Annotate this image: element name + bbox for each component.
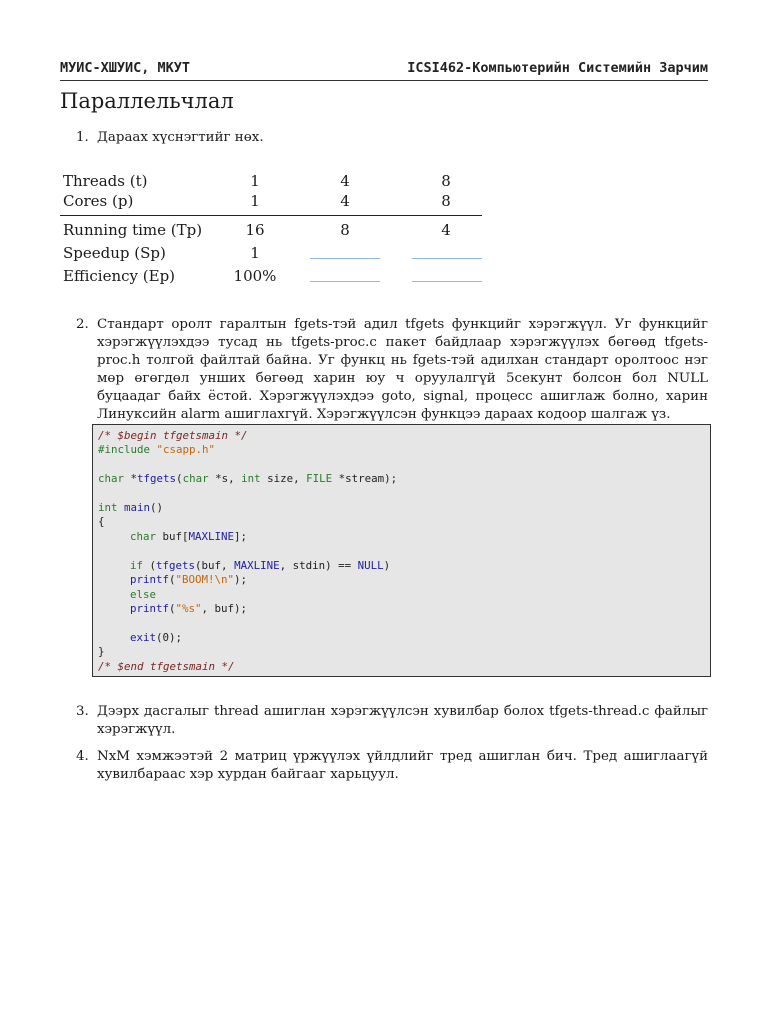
- code-line: [98, 660, 235, 674]
- table-cell: 16: [245, 221, 265, 239]
- code-line: [98, 501, 163, 515]
- exercise-1: [60, 129, 708, 147]
- code-line: [98, 515, 105, 529]
- row-label-cores: Cores (p): [63, 192, 134, 210]
- code-type: FILE: [306, 472, 333, 485]
- table-cell: 4: [340, 192, 350, 210]
- code-macro: MAXLINE: [188, 530, 235, 543]
- row-label-speedup: Speedup (Sp): [63, 244, 166, 262]
- code-comment: /* $end tfgetsmain */: [98, 660, 235, 673]
- code-comment: /* $begin tfgetsmain */: [98, 429, 248, 442]
- table-cell: 1: [250, 172, 260, 190]
- item-text: Стандарт оролт гаралтын fgets-тэй адил tfgets функцийг хэрэгжүүл. Уг функцийг хэрэгжүүлэхдээ тусад нь tfgets-proc.c пакет байдлаар хэрэгжүүлэх бөгөөд tfgets-proc.h толгой файлтай байна. Уг функц нь fgets-тэй адилхан стандарт оролтоос нэг мөр өгөгдөл уншиx бөгөөд харин юу ч оруулалгүй 5секунт болсон бол NULL буцаадаг байх ёстой. Хэрэгжүүлэхдээ goto, signal, процесс ашиглаж болно, харин Линуксийн alarm ашиглахгүй. Хэрэгжүүлсэн функцээ дараах кодоор шалгаж үз.: [97, 317, 708, 422]
- header-left: МУИС-ХШУИС, МКУТ: [60, 60, 191, 76]
- code-text: size,: [260, 472, 307, 485]
- code-string: "%s": [175, 602, 202, 615]
- table-cell: 8: [441, 192, 451, 210]
- code-text: ): [383, 559, 391, 572]
- code-text: (: [143, 559, 157, 572]
- table-cell: 1: [250, 244, 260, 262]
- item-number: 4.: [76, 749, 89, 764]
- exercise-2: [60, 316, 708, 424]
- code-text: (buf,: [195, 559, 235, 572]
- code-listing: [92, 424, 711, 677]
- code-function: printf: [130, 602, 170, 615]
- code-macro: MAXLINE: [234, 559, 280, 572]
- item-text: Дараах хүснэгтийг нөх.: [97, 130, 264, 145]
- parallelism-table: [60, 172, 482, 290]
- code-text: (: [176, 472, 183, 485]
- code-line: [130, 588, 156, 602]
- answer-blank[interactable]: [310, 258, 380, 259]
- code-line: [130, 559, 390, 573]
- row-label-threads: Threads (t): [63, 172, 148, 190]
- code-function: tfgets: [137, 472, 177, 485]
- code-line: [98, 645, 105, 659]
- code-text: , buf);: [201, 602, 248, 615]
- exercise-3: [60, 703, 708, 739]
- section-title: Параллельчлал: [60, 89, 234, 113]
- code-text: *stream);: [332, 472, 398, 485]
- item-text: NxM хэмжээтэй 2 матриц үржүүлэх үйлдлийг тред ашиглан бич. Тред ашиглаагүй хувилбараас хэр хурдан байгааг харьцуул.: [97, 749, 708, 782]
- code-macro: NULL: [357, 559, 384, 572]
- row-label-efficiency: Efficiency (Ep): [63, 267, 176, 285]
- code-text: (): [150, 501, 164, 514]
- item-number: 1.: [76, 130, 89, 145]
- code-function: exit: [130, 631, 157, 644]
- code-string: "BOOM!\n": [175, 573, 235, 586]
- table-cell: 100%: [233, 267, 277, 285]
- code-function: tfgets: [156, 559, 196, 572]
- code-type: int: [241, 472, 261, 485]
- answer-blank[interactable]: [412, 258, 482, 259]
- code-line: [130, 602, 247, 616]
- code-directive: #include: [98, 443, 151, 456]
- row-label-running-time: Running time (Tp): [63, 221, 203, 239]
- code-line: [98, 429, 248, 443]
- code-line: [98, 443, 215, 457]
- code-line: [130, 631, 182, 645]
- table-cell: 4: [340, 172, 350, 190]
- code-function: printf: [130, 573, 170, 586]
- code-text: (0);: [156, 631, 183, 644]
- exercise-4: [60, 748, 708, 784]
- code-type: int: [98, 501, 118, 514]
- code-text: ];: [234, 530, 248, 543]
- code-type: char: [182, 472, 209, 485]
- item-number: 3.: [76, 704, 89, 719]
- code-keyword: else: [130, 588, 157, 601]
- code-line: [98, 472, 397, 486]
- table-cell: 8: [340, 221, 350, 239]
- code-text: *: [124, 472, 138, 485]
- code-text: buf[: [156, 530, 189, 543]
- code-text: }: [98, 645, 105, 658]
- code-text: );: [234, 573, 248, 586]
- table-rule: [60, 215, 482, 216]
- code-text: *s,: [208, 472, 242, 485]
- code-type: char: [98, 472, 125, 485]
- code-text: {: [98, 515, 105, 528]
- item-number: 2.: [76, 317, 89, 332]
- code-text: (: [169, 602, 176, 615]
- code-type: char: [130, 530, 157, 543]
- code-text: (: [169, 573, 176, 586]
- code-line: [130, 573, 247, 587]
- table-cell: 4: [441, 221, 451, 239]
- answer-blank[interactable]: [310, 281, 380, 282]
- header-rule: [60, 80, 708, 81]
- table-cell: 1: [250, 192, 260, 210]
- table-cell: 8: [441, 172, 451, 190]
- code-keyword: if: [130, 559, 144, 572]
- header-right: ICSI462-Компьютерийн Системийн Зарчим: [407, 60, 708, 76]
- code-string: "csapp.h": [156, 443, 216, 456]
- answer-blank[interactable]: [412, 281, 482, 282]
- code-text: , stdin) ==: [279, 559, 358, 572]
- code-function: main: [124, 501, 151, 514]
- running-header: [60, 60, 708, 82]
- code-line: [130, 530, 247, 544]
- item-text: Дээрх дасгалыг thread ашиглан хэрэгжүүлсэн хувилбар болох tfgets-thread.c файлыг хэрэгжүүл.: [97, 704, 708, 737]
